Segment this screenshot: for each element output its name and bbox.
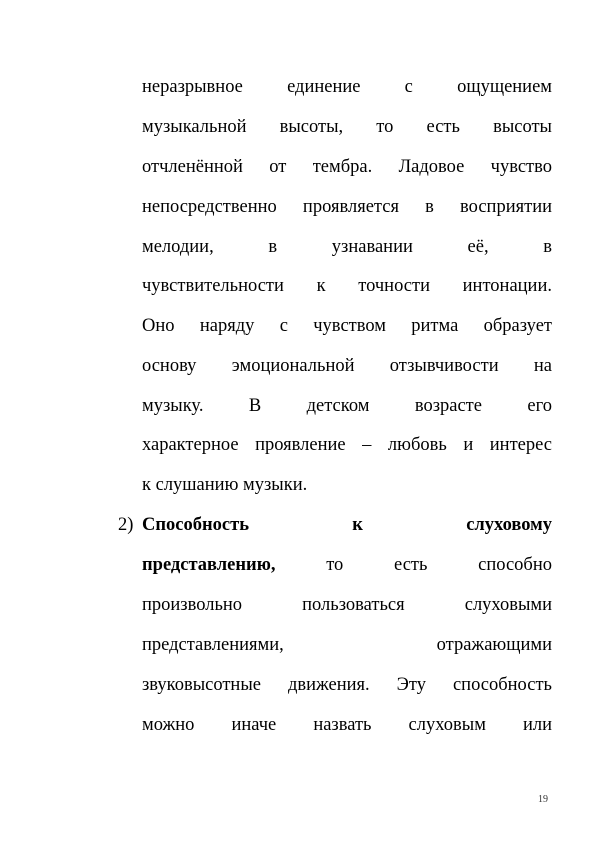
text-line-8: основу эмоциональной отзывчивости на [142, 356, 552, 376]
list-marker: 2) [118, 515, 134, 535]
text-line-5: мелодии, в узнавании её, в [142, 237, 552, 257]
list-item-heading: Способность к слуховому [142, 515, 552, 535]
text-line-9: музыку. В детском возрасте его [142, 396, 552, 416]
list-item-line-6: можно иначе назвать слуховым или [142, 715, 552, 735]
text-line-11: к слушанию музыки. [142, 475, 308, 495]
text-line-10: характерное проявление – любовь и интерес [142, 435, 552, 455]
list-item-heading-continued: представлению, [142, 555, 276, 575]
list-item-line-2-text: то есть способно [275, 555, 552, 575]
text-line-4: непосредственно проявляется в восприятии [142, 197, 552, 217]
text-line-6: чувствительности к точности интонации. [142, 276, 552, 296]
text-line-3: отчленённой от тембра. Ладовое чувство [142, 157, 552, 177]
page-number: 19 [538, 794, 548, 805]
text-line-2: музыкальной высоты, то есть высоты [142, 117, 552, 137]
list-item-line-4: представлениями, отражающими [142, 635, 552, 655]
list-item-line-2 [142, 554, 552, 576]
list-item-line-5: звуковысотные движения. Эту способность [142, 675, 552, 695]
list-item-line-3: произвольно пользоваться слуховыми [142, 595, 552, 615]
text-line-7: Оно наряду с чувством ритма образует [142, 316, 552, 336]
text-line-1: неразрывное единение с ощущением [142, 77, 552, 97]
